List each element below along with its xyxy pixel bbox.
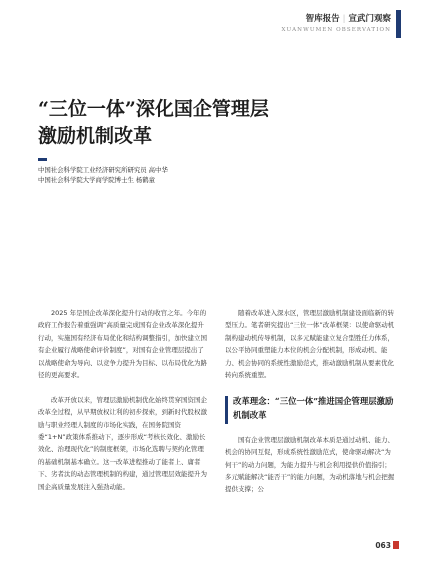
- article-title: [38, 96, 358, 150]
- author-line: 中国社会科学院大学商学院博士生 杨鹤童: [38, 176, 156, 184]
- running-header: [306, 12, 391, 24]
- body-paragraph: 改革开放以来，管理层激励机制优化始终贯穿国资国企改革全过程，从早期放权让利的初步探索，到新时代股权激励与职业经理人制度的市场化实践，在国务院国资委“1+N”政策体系推动下，逐步形成“考核长效化、激励长效化、治理现代化”的制度框架，市场化选聘与契约化管理的基础机制基本确立。这一改革进程推动了能者上、庸者下、劣者汰的动态管理机制的构建，通过管理层效能提升为国企高质量发展注入强劲动能。: [38, 395, 207, 491]
- header-accent-bar: [396, 10, 401, 38]
- author-list: [38, 165, 168, 185]
- right-column: [225, 307, 397, 496]
- title-rule: [38, 158, 47, 161]
- left-column: [38, 307, 210, 493]
- page-marker: [393, 541, 399, 549]
- header-section: 智库报告: [305, 14, 340, 24]
- header-separator: |: [342, 14, 346, 24]
- body-paragraph: 国有企业管理层激励机制改革本质是通过动机、能力、机会的协同互促，形成系统性激励范式，使命驱动解决“为何干”的动力问题，为能力提升与机会利用提供价值指引；多元赋能解决“能否干”的能力问题，为动机落地与机会把握提供支撑；公: [225, 435, 395, 494]
- section-heading: 改革理念：“三位一体”推进国企管理层激励机制改革: [225, 394, 397, 422]
- author-line: 中国社会科学院工业经济研究所研究员 高中华: [38, 166, 168, 174]
- header-english: XUANWUMEN OBSERVATION: [281, 27, 391, 33]
- title-line: 激励机制改革: [38, 125, 153, 147]
- title-line: “三位一体”深化国企管理层: [38, 98, 269, 120]
- body-paragraph: 随着改革进入深水区，管理层激励机制建设面临新的转型压力。笔者研究提出“三位一体”改革框架：以使命驱动机制构建动机传导机制，以多元赋能建立复合型胜任力体系，以公平协同重塑能力本位的机会分配机制，形成动机、能力、机会协同的系统性激励范式，推动激励机制从要素优化转向系统重塑。: [225, 309, 395, 380]
- body-paragraph: 2025 年是国企改革深化提升行动的收官之年。今年的政府工作报告着重强调“高质量完成国有企业改革深化提升行动，实施国有经济布局优化和结构调整指引，加快建立国有企业履行战略使命评价制度”，对国有企业管理层提出了以战略使命为导向、以竞争力提升为目标、以布局优化为路径的更高要求。: [38, 309, 207, 380]
- header-column: 宣武门观察: [348, 14, 391, 24]
- page-number: 063: [375, 541, 391, 550]
